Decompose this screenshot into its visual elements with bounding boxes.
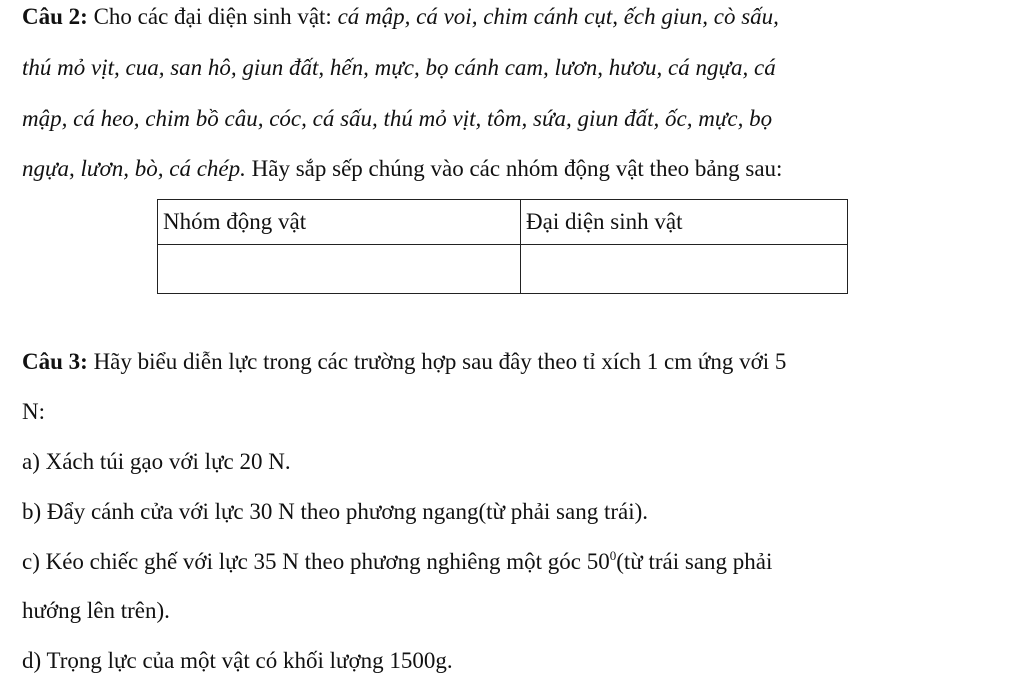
q2-species-list-3: mập, cá heo, chim bồ câu, cóc, cá sấu, thú mỏ vịt, tôm, sứa, giun đất, ốc, mực, bọ	[22, 106, 773, 131]
q3-item-c-text: c) Kéo chiếc ghế với lực 35 N theo phương nghiêng một góc	[22, 549, 587, 574]
q2-line-4	[22, 154, 782, 184]
animal-group-table	[157, 199, 848, 294]
q3-item-c-direction: (từ trái sang phải	[616, 549, 773, 574]
q3-line-1	[22, 347, 786, 377]
q2-instruction: Hãy sắp sếp chúng vào các nhóm động vật theo bảng sau:	[245, 156, 783, 181]
q2-line-1	[22, 2, 779, 32]
q3-item-d: d) Trọng lực của một vật có khối lượng 1500g.	[22, 648, 453, 673]
q2-species-list-4: ngựa, lươn, bò, cá chép.	[22, 156, 246, 181]
q2-intro: Cho các đại diện sinh vật:	[87, 4, 338, 29]
q3-instruction: Hãy biểu diễn lực trong các trường hợp sau đây theo tỉ xích 1 cm ứng với 5	[87, 349, 787, 374]
table-cell-representatives	[521, 245, 848, 294]
q2-label: Câu 2:	[22, 4, 88, 29]
q3-item-c-angle: 50	[586, 549, 610, 574]
table-cell-group	[158, 245, 521, 294]
table-header-representatives: Đại diện sinh vật	[521, 200, 848, 245]
q2-species-list-1: cá mập, cá voi, chim cánh cụt, ếch giun, cò sấu,	[337, 4, 779, 29]
q3-line-2: N:	[22, 399, 45, 424]
q3-item-c-continued: hướng lên trên).	[22, 598, 170, 623]
q3-label: Câu 3:	[22, 349, 88, 374]
table-header-row	[158, 200, 848, 245]
table-header-group: Nhóm động vật	[158, 200, 521, 245]
q3-item-b: b) Đẩy cánh cửa với lực 30 N theo phương ngang(từ phải sang trái).	[22, 499, 649, 524]
table-row	[158, 245, 848, 294]
q3-item-c-degree: 0	[609, 548, 617, 563]
q3-item-c	[22, 547, 772, 577]
q3-item-a: a) Xách túi gạo với lực 20 N.	[22, 449, 291, 474]
q2-species-list-2: thú mỏ vịt, cua, san hô, giun đất, hến, mực, bọ cánh cam, lươn, hươu, cá ngựa, cá	[22, 55, 776, 80]
